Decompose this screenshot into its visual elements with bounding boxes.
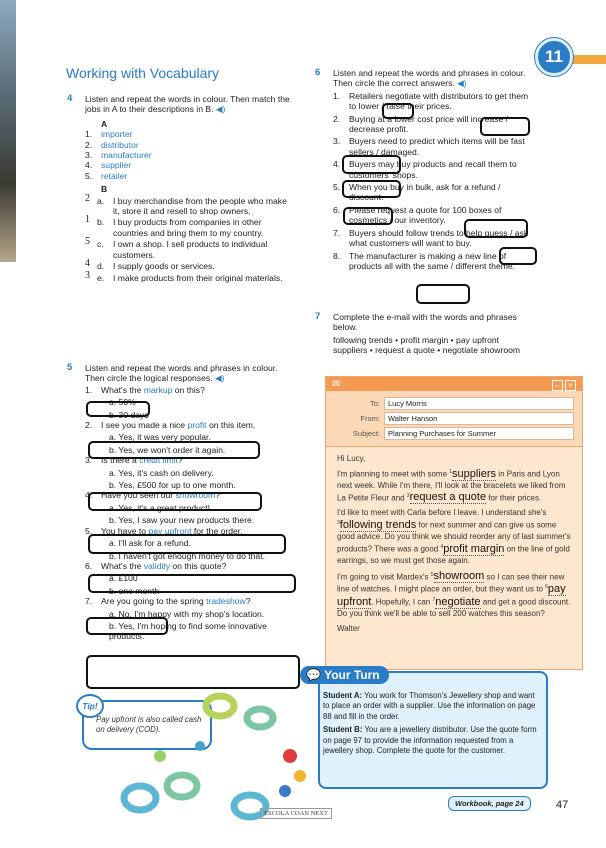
speaker-icon[interactable]: ◀)	[457, 78, 467, 89]
email-paragraph: I'm planning to meet with some $^1$suppliers in Paris and Lyon next week. While I'm there, I'll look at the bracelets we liked from La Petite Fleur and $^2$request a quote for their prices.	[337, 467, 566, 504]
workbook-reference: Workbook, page 24	[448, 796, 531, 811]
keyword: pay upfront	[148, 525, 192, 536]
keyword: markup	[143, 384, 173, 395]
answer-circle	[342, 180, 401, 198]
keyword: validity	[143, 560, 170, 571]
option-text: b. Yes, I'm hoping to find some innovative products.	[109, 620, 267, 642]
bead	[167, 775, 197, 797]
job-item	[85, 140, 290, 150]
bead	[283, 749, 297, 763]
keyword: tradeshow	[206, 596, 246, 607]
gap-answer: profit margin	[443, 542, 505, 555]
description-list	[85, 192, 290, 283]
response-list	[85, 385, 290, 642]
item-letter: a.	[97, 195, 105, 206]
question	[85, 385, 290, 395]
sentence-text: Buyers need to predict which items will be fast sellers / damaged.	[349, 136, 525, 157]
description-text: I buy products from companies in other countries and bring them to my country.	[113, 217, 264, 238]
description-text: I own a shop. I sell products to individual customers.	[113, 239, 268, 260]
answer-circle	[88, 441, 260, 459]
job-item	[85, 129, 290, 139]
question-text: for the order.	[191, 525, 243, 536]
item-number: 8.	[333, 250, 341, 261]
exercise-instruction: Listen and repeat the words in colour. Then match the jobs in A to their descriptions in B. ◀)	[85, 94, 290, 115]
word-bank: following trends • profit margin • pay upfront suppliers • request a quote • negotiate showroom	[333, 334, 521, 356]
email-title-bar	[326, 377, 582, 391]
item-number: 1.	[333, 90, 341, 101]
column-b-label: B	[101, 184, 108, 195]
cover-photo-strip	[0, 0, 16, 262]
answer-circle	[86, 401, 150, 417]
option-text: a. Yes, it's a great product!	[109, 502, 211, 513]
question-text: Is there a	[101, 455, 140, 466]
item-number: 4.	[85, 490, 93, 501]
exercise-number: 7	[315, 311, 321, 322]
handwritten-answer: 5	[85, 236, 90, 248]
sentence-text: Retailers negotiate with distributors to get them to lower / raise their prices.	[349, 90, 529, 112]
tip-label: Tip!	[76, 694, 104, 718]
bead	[206, 696, 234, 716]
question-text: on this?	[172, 384, 205, 395]
response-option[interactable]	[85, 468, 290, 478]
sentence-text: Buyers should follow trends to help guess / ask what customers will want to buy.	[349, 227, 529, 249]
email-greeting: Hi Lucy,	[337, 454, 366, 463]
item-letter: d.	[97, 261, 105, 272]
description-item	[85, 269, 290, 283]
job-list	[85, 129, 290, 181]
bead	[294, 770, 306, 782]
item-number: 2.	[85, 139, 93, 150]
answer-circle	[86, 617, 168, 635]
question	[85, 420, 290, 430]
exercise-instruction: Complete the e-mail with the words and phrases below.	[333, 312, 517, 333]
item-number: 3.	[85, 150, 93, 161]
sentence-item	[333, 91, 533, 112]
gap-answer: negotiate	[435, 595, 481, 608]
keyword: credit limit	[139, 455, 178, 466]
item-letter: e.	[97, 272, 105, 283]
option-text: a. £100	[109, 573, 138, 584]
sentence-text: When you buy in bulk, ask for a refund / discount.	[349, 182, 501, 203]
sentence-text: Buying at a lower cost price will increase / decrease profit.	[349, 113, 509, 135]
question-text: ?	[177, 455, 183, 466]
from-label: From:	[360, 414, 380, 423]
minimize-icon[interactable]: –	[552, 380, 563, 391]
keyword: showroom	[175, 490, 216, 501]
option-text: a. Yes, it's cash on delivery.	[109, 467, 214, 478]
exercise-4	[67, 93, 290, 283]
speaker-icon[interactable]: ◀)	[215, 104, 226, 115]
to-field[interactable]: Lucy Morris	[384, 397, 574, 410]
email-header	[326, 391, 582, 447]
email-window	[325, 376, 583, 670]
job-term: importer	[101, 129, 133, 140]
item-number: 6.	[85, 560, 93, 571]
jewellery-photo	[100, 686, 310, 826]
gap-answer: request a quote	[409, 491, 487, 504]
speech-bubble-icon: 💬	[306, 668, 321, 682]
item-number: 3.	[85, 455, 93, 466]
option-text: b. Yes, £500 for up to one month.	[109, 480, 236, 491]
item-number: 2.	[85, 420, 93, 431]
bead	[279, 785, 291, 797]
footer-stamp: ESCOLA COAN NEXT	[260, 808, 332, 819]
question	[85, 596, 290, 606]
item-number: 6.	[333, 204, 341, 215]
answer-circle	[343, 207, 393, 225]
answer-circle	[88, 492, 262, 511]
exercise-number: 4	[67, 93, 73, 104]
option-text: b. I haven't got enough money to do that.	[109, 550, 265, 561]
job-term: retailer	[101, 170, 128, 181]
response-option[interactable]	[85, 515, 290, 525]
description-text: I buy merchandise from the people who make it, store it and resell to shop owners.	[113, 195, 287, 217]
item-number: 4.	[85, 160, 93, 171]
exercise-number: 5	[67, 362, 73, 373]
description-item	[85, 192, 290, 217]
question-text: What's the	[101, 384, 144, 395]
question-text: Have you seen our	[101, 490, 176, 501]
subject-field[interactable]: Planning Purchases for Summer	[384, 427, 574, 440]
description-item	[85, 258, 290, 272]
question-text: ?	[245, 596, 251, 607]
answer-circle	[342, 155, 401, 174]
response-option[interactable]	[85, 480, 290, 490]
description-item	[85, 236, 290, 260]
question-text: Are you going to the spring	[101, 596, 207, 607]
item-number: 1.	[85, 129, 93, 140]
bead	[154, 750, 166, 762]
job-item	[85, 160, 290, 170]
question-text: I see you made a nice	[101, 420, 188, 431]
job-term: manufacturer	[101, 150, 152, 161]
bead	[195, 741, 205, 751]
keyword: profit	[187, 420, 207, 431]
gap-answer: suppliers	[452, 467, 497, 480]
job-term: supplier	[101, 160, 132, 171]
option-text: a. No, I'm happy with my shop's location.	[109, 608, 265, 619]
question-text: You have to	[101, 525, 149, 536]
item-number: 3.	[333, 136, 341, 147]
student-b-task: Student B: You are a jewellery distributor. Use the quote form on page 97 to provide the information requested from a jewellery shop. Complete the quote for the customer.	[323, 725, 537, 756]
item-number: 1.	[85, 384, 93, 395]
column-a-label: A	[101, 118, 108, 129]
option-text: b. 30 days	[109, 409, 149, 420]
description-item	[85, 214, 290, 238]
option-text: b. Yes, we won't order it again.	[109, 444, 226, 455]
exercise-7	[315, 311, 533, 356]
item-number: 4.	[333, 159, 341, 170]
bead	[124, 786, 156, 810]
question	[85, 561, 290, 571]
sentence-text: Buyers may buy products and recall them to customers' shops.	[349, 159, 517, 180]
close-icon[interactable]: ×	[565, 380, 576, 391]
handwritten-answer: 1	[85, 214, 90, 226]
email-signoff: Walter	[337, 623, 360, 633]
item-number: 2.	[333, 113, 341, 124]
item-number: 5.	[85, 170, 93, 181]
job-item	[85, 150, 290, 160]
exercise-number: 6	[315, 67, 321, 78]
email-body	[326, 447, 582, 640]
email-paragraph: I'm going to visit Mardex's $^5$showroom so I can see their new line of watches. I might place an order, but they want us to $^6$pay upfront. Hopefully, I can $^7$negotiate and get a good discount. Do you think we'll be able to sell 200 watches this season?	[337, 570, 571, 618]
gap-answer: showroom	[433, 570, 485, 583]
option-text: a. 50%	[109, 397, 136, 408]
job-item	[85, 171, 290, 181]
option-text: a. Yes, it was very popular.	[109, 432, 211, 443]
question-text: on this item.	[206, 420, 256, 431]
from-field[interactable]: Walter Hanson	[384, 412, 574, 425]
item-number: 7.	[85, 596, 93, 607]
sentence-text: Please request a quote for 100 boxes of cosmetics / our inventory.	[349, 204, 502, 226]
answer-circle	[86, 655, 300, 689]
email-paragraph: I'd like to meet with Carla before I leave. I understand she's $^3$following trends for next summer and can give us some good advice. Do you think we should reorder any of last summer's products? There was a good $^4$profit margin on the line of gold earrings, so we must get those again.	[337, 508, 571, 565]
tip-text: Pay upfront is also called cash on delivery (COD).	[96, 715, 202, 734]
item-number: 5.	[333, 182, 341, 193]
answer-circle	[480, 117, 530, 136]
sentence-text: The manufacturer is making a new line of products all with the same / different theme.	[349, 250, 516, 271]
answer-circle	[416, 284, 470, 304]
gap-answer: pay upfront	[337, 582, 566, 608]
option-text: b. Yes, I saw your new products there.	[109, 515, 255, 526]
subject-label: Subject:	[352, 429, 380, 438]
student-a-task: Student A: You work for Thomson's Jewellery shop and want to place an order with a supplier. Use the information on page 88 and fill in the order.	[323, 691, 536, 721]
answer-circle	[382, 103, 414, 119]
bead	[247, 709, 273, 727]
option-text: a. I'll ask for a refund.	[109, 538, 191, 549]
item-number: 7.	[333, 227, 341, 238]
question-text: ?	[215, 490, 220, 501]
your-turn-text	[323, 691, 541, 756]
question-text: What's the	[101, 560, 144, 571]
answer-circle	[88, 574, 296, 593]
page-number: 47	[556, 799, 569, 811]
handwritten-answer: 3	[85, 269, 90, 281]
option-text: b. one month	[109, 585, 160, 596]
handwritten-answer: 2	[85, 192, 90, 204]
to-label: To:	[369, 399, 380, 408]
description-text: I supply goods or services.	[113, 261, 215, 272]
question-text: on this quote?	[170, 560, 227, 571]
item-number: 5.	[85, 525, 93, 536]
page-title: Working with Vocabulary	[66, 65, 220, 81]
item-letter: b.	[97, 217, 105, 228]
item-letter: c.	[97, 239, 104, 250]
answer-circle	[499, 247, 537, 265]
exercise-instruction: Listen and repeat the words and phrases in colour. Then circle the correct answers. ◀)	[333, 68, 526, 89]
gap-answer: following trends	[339, 518, 417, 531]
exercise-instruction: Listen and repeat the words and phrases in colour. Then circle the logical responses. ◀)	[85, 363, 278, 384]
your-turn-title: 💬 Your Turn	[300, 666, 389, 684]
answer-circle	[464, 219, 528, 238]
envelope-icon: ✉	[332, 378, 341, 390]
unit-number-badge: 11	[535, 38, 573, 76]
answer-circle	[88, 534, 286, 554]
job-term: distributor	[101, 139, 139, 150]
speaker-icon[interactable]: ◀)	[214, 373, 225, 384]
description-text: I make products from their original materials.	[113, 272, 283, 283]
handwritten-answer: 4	[85, 258, 90, 270]
